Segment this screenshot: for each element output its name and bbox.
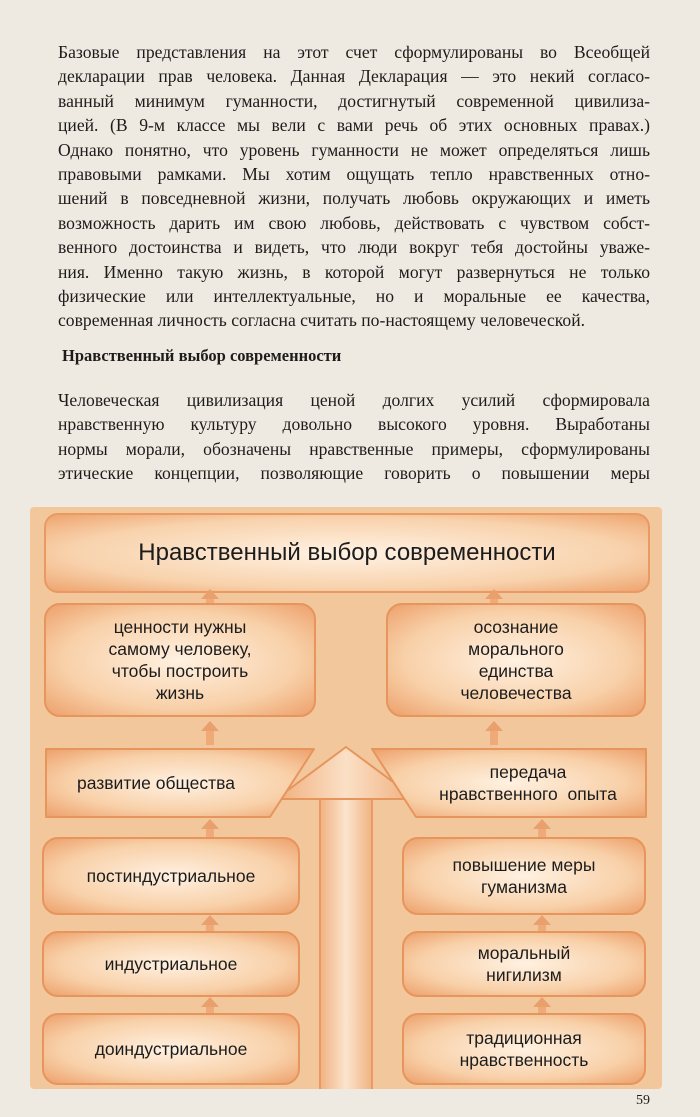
text-line: венного достоинства и видеть, что люди вокруг тебя достойны уваже- <box>58 237 650 258</box>
box-moral-unity <box>386 603 646 717</box>
box-values-for-person <box>44 603 316 717</box>
text-line: нравственную культуру довольно высокого уровня. Выработаны <box>58 414 650 435</box>
paragraph-declaration <box>58 40 650 333</box>
arrow-up-icon <box>201 915 219 925</box>
text-line: правовыми рамками. Мы хотим ощущать тепло нравственных отно- <box>58 164 650 185</box>
text-line: ния. Именно такую жизнь, в которой могут развернуться не только <box>58 261 650 282</box>
box-moral-experience-transfer <box>410 747 646 819</box>
text-line: Базовые представления на этот счет сформулированы во Всеобщей <box>58 42 650 62</box>
text-line: современная личность согласна считать по-настоящему человеческой. <box>58 310 586 331</box>
box-text: передача <box>489 762 567 782</box>
box-text: моральный <box>477 943 571 963</box>
box-traditional-morality <box>402 1013 646 1085</box>
text-line: возможность дарить им свою любовь, действовать с чувством собст- <box>58 212 650 233</box>
box-text: доиндустриальное <box>94 1039 248 1059</box>
connector <box>206 731 214 745</box>
box-text: нравственного опыта <box>439 784 617 804</box>
connector <box>490 731 498 745</box>
diagram-title: Нравственный выбор современности <box>44 513 650 593</box>
arrow-up-icon <box>201 997 219 1007</box>
box-text: чтобы построить <box>111 661 249 681</box>
arrow-up-icon <box>201 721 219 731</box>
box-text: повышение меры <box>452 855 596 875</box>
box-society-development <box>46 747 266 819</box>
box-text: развитие общества <box>76 772 236 793</box>
box-text: человечества <box>460 683 572 703</box>
arrow-up-icon <box>533 997 551 1007</box>
box-text: жизнь <box>155 683 205 703</box>
box-industrial <box>42 931 300 997</box>
text-line: шений в повседневной жизни, получать любовь окружающих и иметь <box>58 188 650 209</box>
text-line: Человеческая цивилизация ценой долгих усилий сформировала <box>58 390 650 410</box>
box-text: традиционная <box>466 1028 582 1048</box>
box-moral-nihilism <box>402 931 646 997</box>
paragraph-civilization <box>58 388 650 486</box>
box-text: единства <box>478 661 554 681</box>
text-line: Однако понятно, что уровень гуманности не может определяться лишь <box>58 139 650 160</box>
box-text: нравственность <box>459 1050 589 1070</box>
box-text: самому человеку, <box>108 639 252 659</box>
text-line: этические концепции, позволяющие говорить о повышении меры <box>58 463 650 484</box>
box-text: осознание <box>473 617 559 637</box>
page-number: 59 <box>636 1093 650 1108</box>
section-heading: Нравственный выбор современности <box>62 346 342 365</box>
arrow-up-icon <box>533 819 551 829</box>
moral-choice-diagram <box>30 507 662 1089</box>
box-postindustrial <box>42 837 300 915</box>
box-text: ценности нужны <box>113 617 247 637</box>
box-text: индустриальное <box>104 954 238 974</box>
arrow-up-icon <box>201 819 219 829</box>
arrow-up-icon <box>201 589 219 599</box>
box-preindustrial <box>42 1013 300 1085</box>
box-text: морального <box>468 639 564 659</box>
text-line: декларации прав человека. Данная Декларация — это некий согласо- <box>58 66 650 87</box>
box-text: гуманизма <box>481 877 567 897</box>
box-humanism-growth <box>402 837 646 915</box>
text-line: ванный минимум гуманности, достигнутый современной цивилиза- <box>58 90 650 111</box>
text-line: физические или интеллектуальные, но и моральные ее качества, <box>58 286 650 307</box>
box-text: постиндустриальное <box>86 866 256 886</box>
text-line: нормы морали, обозначены нравственные примеры, сформулированы <box>58 438 650 459</box>
box-text: нигилизм <box>486 965 562 985</box>
arrow-up-icon <box>485 589 503 599</box>
arrow-up-icon <box>533 915 551 925</box>
arrow-up-icon <box>485 721 503 731</box>
central-arrow-shaft <box>319 797 373 1089</box>
text-line: цией. (В 9-м классе мы вели с вами речь об этих основных правах.) <box>58 115 650 136</box>
